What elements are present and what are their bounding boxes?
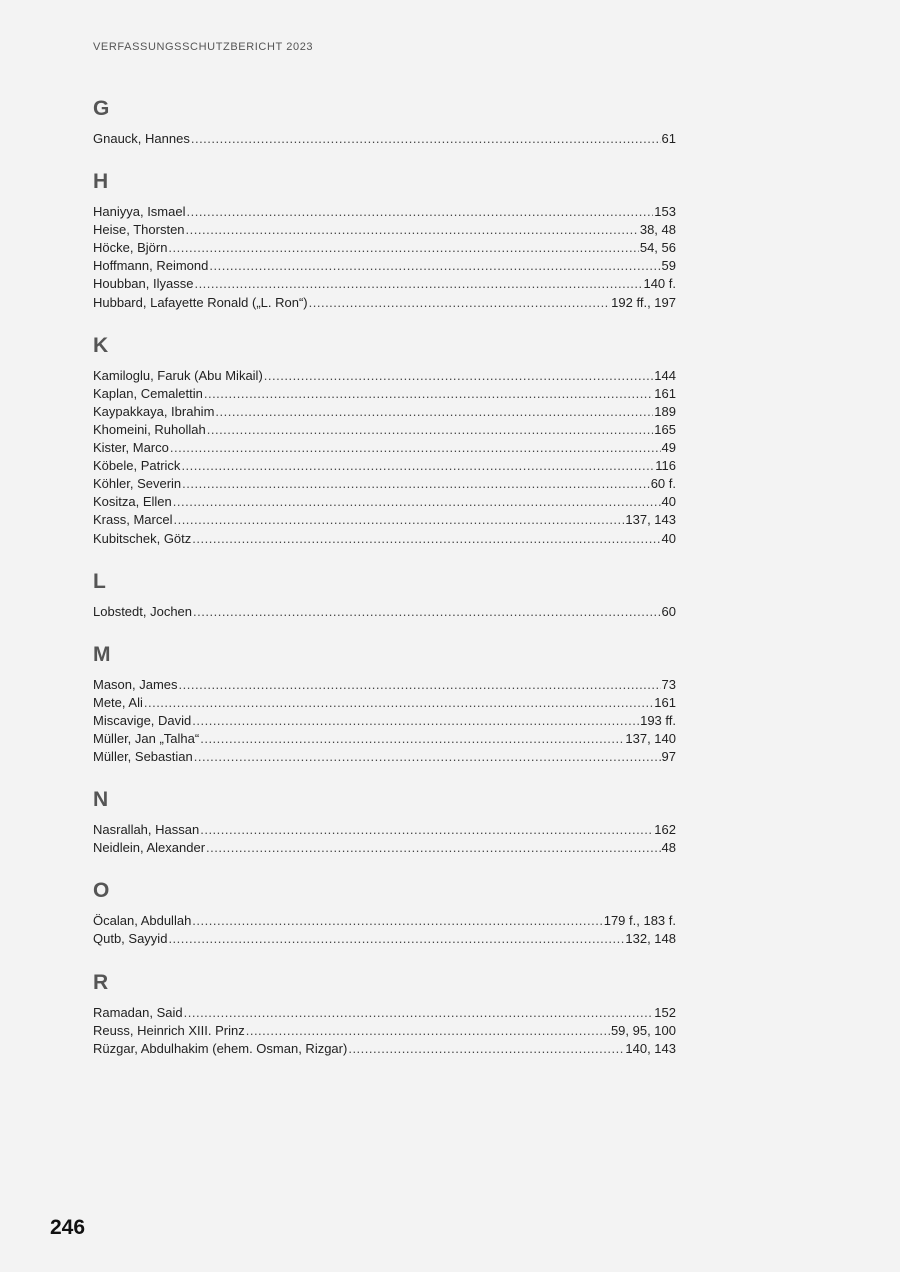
dot-leader [173,511,624,529]
dot-leader [168,930,624,948]
entry-name: Köhler, Severin [93,476,182,492]
index-entry [93,530,676,548]
dot-leader [193,603,661,621]
entry-pages: 193 ff. [640,712,676,728]
entry-pages: 140, 143 [625,1040,676,1056]
entry-name: Miscavige, David [93,712,192,728]
entry-name: Köbele, Patrick [93,458,181,474]
dot-leader [191,130,661,148]
entry-pages: 144 [654,367,676,383]
entry-name: Kositza, Ellen [93,494,172,510]
index-entry [93,421,676,439]
index-entry [93,403,676,421]
index-section-l [93,568,676,621]
entry-name: Haniyya, Ismael [93,204,186,220]
entry-name: Kamiloglu, Faruk (Abu Mikail) [93,367,263,383]
index-entry [93,203,676,221]
entry-name: Rüzgar, Abdulhakim (ehem. Osman, Rizgar) [93,1040,348,1056]
entry-pages: 40 [661,494,676,510]
dot-leader [168,239,638,257]
entry-pages: 59 [661,258,676,274]
dot-leader [192,712,639,730]
index-entry [93,1040,676,1058]
index-entry [93,475,676,493]
dot-leader [184,1004,654,1022]
entry-pages: 140 f. [643,276,676,292]
section-letter: L [93,569,106,593]
dot-leader [173,493,661,511]
dot-leader [204,385,653,403]
entry-pages: 165 [654,421,676,437]
section-letter: K [93,333,109,357]
entry-name: Lobstedt, Jochen [93,603,193,619]
index-entry [93,839,676,857]
entry-pages: 59, 95, 100 [610,1022,676,1038]
index-section-k [93,332,676,548]
entry-pages: 54, 56 [639,240,676,256]
entry-name: Öcalan, Abdullah [93,913,192,929]
index-entry [93,912,676,930]
dot-leader [192,530,660,548]
section-letter: N [93,788,109,812]
index-entry [93,821,676,839]
dot-leader [194,275,642,293]
section-letter: M [93,642,111,666]
entry-pages: 38, 48 [639,222,676,238]
index-entry [93,511,676,529]
entry-pages: 137, 140 [625,730,676,746]
dot-leader [181,457,654,475]
entry-pages: 49 [661,440,676,456]
index-entry [93,221,676,239]
dot-leader [348,1040,624,1058]
dot-leader [144,694,653,712]
index-entry [93,385,676,403]
entry-name: Qutb, Sayyid [93,931,168,947]
index-section-h [93,168,676,312]
entry-name: Houbban, Ilyasse [93,276,194,292]
dot-leader [170,439,661,457]
entry-name: Hoffmann, Reimond [93,258,209,274]
index-section-r [93,969,676,1058]
entry-name: Höcke, Björn [93,240,168,256]
index-entry [93,676,676,694]
entry-pages: 97 [661,749,676,765]
entry-pages: 152 [654,1004,676,1020]
dot-leader [309,294,611,312]
entry-pages: 116 [655,458,676,474]
entry-name: Reuss, Heinrich XIII. Prinz [93,1022,245,1038]
entry-pages: 192 ff., 197 [611,294,676,310]
dot-leader [194,748,661,766]
entry-name: Neidlein, Alexander [93,840,206,856]
entry-name: Nasrallah, Hassan [93,822,200,838]
running-title: VERFASSUNGSSCHUTZBERICHT 2023 [93,41,314,53]
dot-leader [179,676,661,694]
entry-pages: 48 [661,840,676,856]
index-entry [93,748,676,766]
index-entry [93,1004,676,1022]
index-entry [93,294,676,312]
index-entry [93,694,676,712]
entry-name: Krass, Marcel [93,512,173,528]
entry-pages: 73 [661,676,676,692]
dot-leader [264,367,654,385]
dot-leader [182,475,650,493]
entry-pages: 61 [661,131,676,146]
section-letter: R [93,970,109,994]
index-entry [93,239,676,257]
entry-name: Müller, Sebastian [93,749,193,765]
entry-name: Müller, Jan „Talha“ [93,730,200,746]
index-section-g [93,95,676,148]
entry-pages: 179 f., 183 f. [603,913,676,929]
entry-name: Kaplan, Cemalettin [93,385,203,401]
name-index [93,95,676,1078]
entry-name: Gnauck, Hannes [93,131,190,146]
dot-leader [209,257,660,275]
index-entry [93,367,676,385]
index-entry [93,712,676,730]
entry-pages: 161 [654,385,676,401]
entry-name: Kaypakkaya, Ibrahim [93,403,215,419]
index-entry [93,493,676,511]
entry-name: Kister, Marco [93,440,169,456]
index-entry [93,930,676,948]
index-entry [93,130,676,148]
index-entry [93,275,676,293]
dot-leader [246,1022,610,1040]
dot-leader [200,821,653,839]
entry-name: Mason, James [93,676,178,692]
index-section-o [93,877,676,948]
entry-name: Mete, Ali [93,694,143,710]
index-entry [93,1022,676,1040]
section-letter: O [93,879,110,903]
dot-leader [215,403,653,421]
dot-leader [186,221,639,239]
entry-name: Khomeini, Ruhollah [93,421,206,437]
entry-pages: 40 [661,530,676,546]
entry-pages: 60 [661,603,676,619]
index-section-m [93,641,676,766]
section-letter: G [93,97,110,120]
entry-name: Kubitschek, Götz [93,530,192,546]
entry-pages: 137, 143 [625,512,676,528]
entry-pages: 161 [654,694,676,710]
index-entry [93,257,676,275]
entry-pages: 60 f. [650,476,676,492]
entry-pages: 162 [654,822,676,838]
entry-name: Ramadan, Said [93,1004,183,1020]
dot-leader [186,203,653,221]
index-section-n [93,786,676,857]
entry-name: Hubbard, Lafayette Ronald („L. Ron“) [93,294,308,310]
entry-name: Heise, Thorsten [93,222,185,238]
section-letter: H [93,170,109,194]
index-entry [93,730,676,748]
dot-leader [192,912,602,930]
entry-pages: 153 [654,204,676,220]
dot-leader [200,730,624,748]
entry-pages: 132, 148 [625,931,676,947]
index-entry [93,439,676,457]
index-entry [93,457,676,475]
dot-leader [206,839,661,857]
dot-leader [207,421,654,439]
page-number: 246 [50,1216,86,1239]
entry-pages: 189 [654,403,676,419]
index-entry [93,603,676,621]
